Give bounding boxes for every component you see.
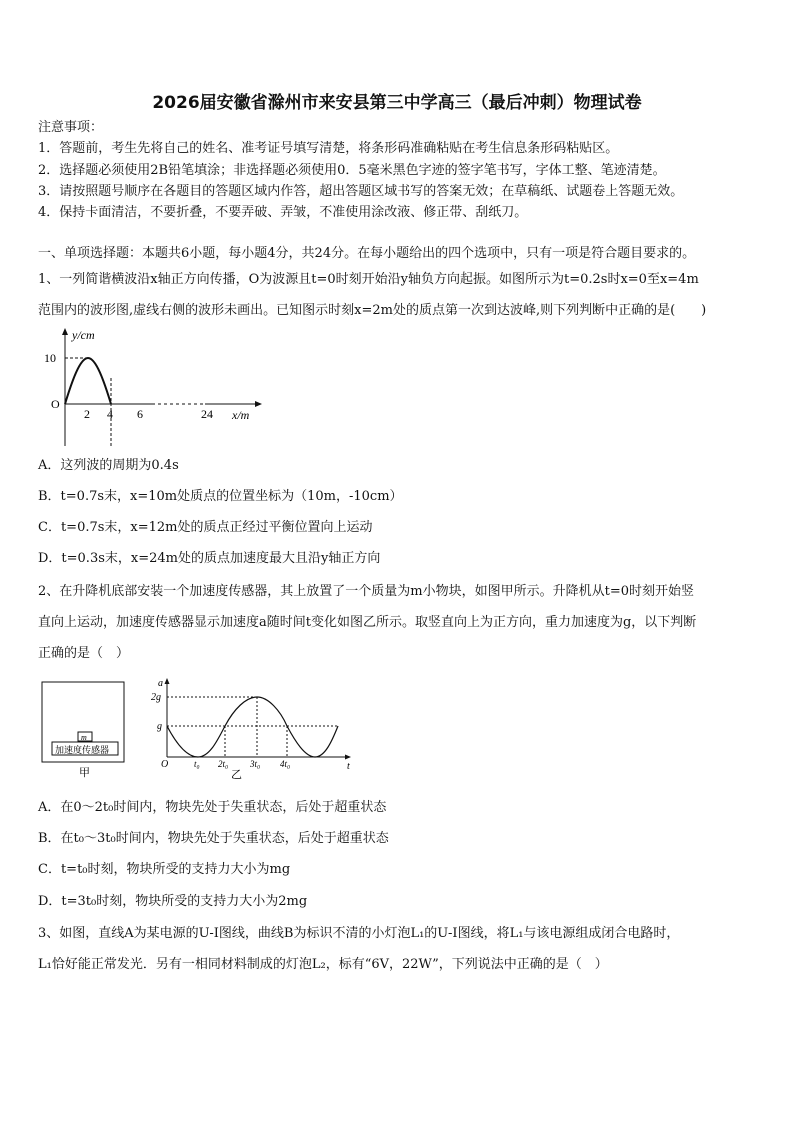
t-axis-label: t (347, 761, 350, 772)
q2-option-b: B．在t₀～3t₀时间内，物块先处于失重状态，后处于超重状态 (38, 831, 389, 846)
y-axis-label: y/cm (72, 328, 95, 342)
x-axis-label: x/m (232, 408, 250, 422)
q1-wave-figure (40, 326, 270, 451)
q1-option-a: A．这列波的周期为0.4s (38, 458, 179, 473)
x-tick-t0: t₀ (194, 759, 200, 769)
origin-label: O (161, 759, 169, 770)
y-tick-2g: 2g (151, 692, 161, 703)
a-axis-arrow (165, 678, 170, 684)
y-tick-10: 10 (44, 351, 56, 365)
section-heading: 一、单项选择题：本题共6小题，每小题4分，共24分。在每小题给出的四个选项中，只有一项是符合题目要求的。 (38, 246, 696, 261)
q2-stem-line1: 2、在升降机底部安装一个加速度传感器，其上放置了一个质量为m小物块，如图甲所示。升降机从t=0时刻开始竖 (38, 584, 694, 599)
x-axis-arrow (255, 401, 262, 407)
note-item-2: 2．选择题必须使用2B铅笔填涂；非选择题必须使用0．5毫米黑色字迹的签字笔书写，字体工整、笔迹清楚。 (38, 163, 666, 178)
y-axis-arrow (62, 328, 68, 335)
y-tick-g: g (157, 721, 162, 732)
x-tick-4: 4 (107, 407, 113, 421)
q1-stem-line2: 范围内的波形图,虚线右侧的波形未画出。已知图示时刻x=2m处的质点第一次到达波峰,则下列判断中正确的是( ) (38, 303, 707, 318)
q2-option-d: D．t=3t₀时刻，物块所受的支持力大小为2mg (38, 894, 308, 909)
q2-option-a: A．在0～2t₀时间内，物块先处于失重状态，后处于超重状态 (38, 800, 387, 815)
notes-header: 注意事项： (38, 120, 104, 135)
block-label: m (81, 733, 87, 742)
acceleration-curve (167, 697, 338, 757)
t-axis-arrow (345, 755, 351, 760)
x-tick-4t0: 4t₀ (280, 759, 291, 769)
caption-yi: 乙 (231, 769, 242, 780)
q1-option-d: D．t=0.3s末，x=24m处的质点加速度最大且沿y轴正方向 (38, 551, 381, 566)
q2-option-c: C．t=t₀时刻，物块所受的支持力大小为mg (38, 862, 291, 877)
q1-stem-line1: 1、一列简谐横波沿x轴正方向传播，O为波源且t=0时刻开始沿y轴负方向起振。如图所示为t=0.2s时x=0至x=4m (38, 272, 699, 287)
x-tick-6: 6 (137, 407, 143, 421)
x-tick-2: 2 (84, 407, 90, 421)
q2-stem-line2: 直向上运动，加速度传感器显示加速度a随时间t变化如图乙所示。取竖直向上为正方向，重力加速度为g，以下判断 (38, 615, 697, 630)
q3-stem-line1: 3、如图，直线A为某电源的U-I图线，曲线B为标识不清的小灯泡L₁的U-I图线，将L₁与该电源组成闭合电路时， (38, 926, 680, 941)
caption-jia: 甲 (79, 767, 90, 779)
q2-figure-yi (150, 675, 360, 780)
q3-stem-line2: L₁恰好能正常发光．另有一相同材料制成的灯泡L₂，标有“6V，22W”，下列说法中正确的是（ ） (38, 957, 608, 972)
q2-figure-jia (40, 680, 130, 780)
x-tick-2t0: 2t₀ (218, 759, 229, 769)
x-tick-24: 24 (201, 407, 213, 421)
page-title: 2026届安徽省滁州市来安县第三中学高三（最后冲刺）物理试卷 (152, 93, 642, 113)
q1-option-c: C．t=0.7s末，x=12m处的质点正经过平衡位置向上运动 (38, 520, 373, 535)
x-tick-3t0: 3t₀ (250, 759, 261, 769)
a-axis-label: a (158, 678, 163, 689)
q1-option-b: B．t=0.7s末，x=10m处质点的位置坐标为（10m，-10cm） (38, 489, 403, 504)
origin-label: O (51, 397, 60, 411)
wave-curve (65, 358, 111, 404)
note-item-1: 1．答题前，考生先将自己的姓名、准考证号填写清楚，将条形码准确粘贴在考生信息条形码粘贴区。 (38, 141, 619, 156)
note-item-4: 4．保持卡面清洁，不要折叠，不要弄破、弄皱，不准使用涂改液、修正带、刮纸刀。 (38, 205, 528, 220)
q2-stem-line3: 正确的是（ ） (38, 646, 130, 661)
sensor-label: 加速度传感器 (55, 745, 110, 755)
note-item-3: 3．请按照题号顺序在各题目的答题区域内作答，超出答题区域书写的答案无效；在草稿纸、试题卷上答题无效。 (38, 184, 684, 199)
